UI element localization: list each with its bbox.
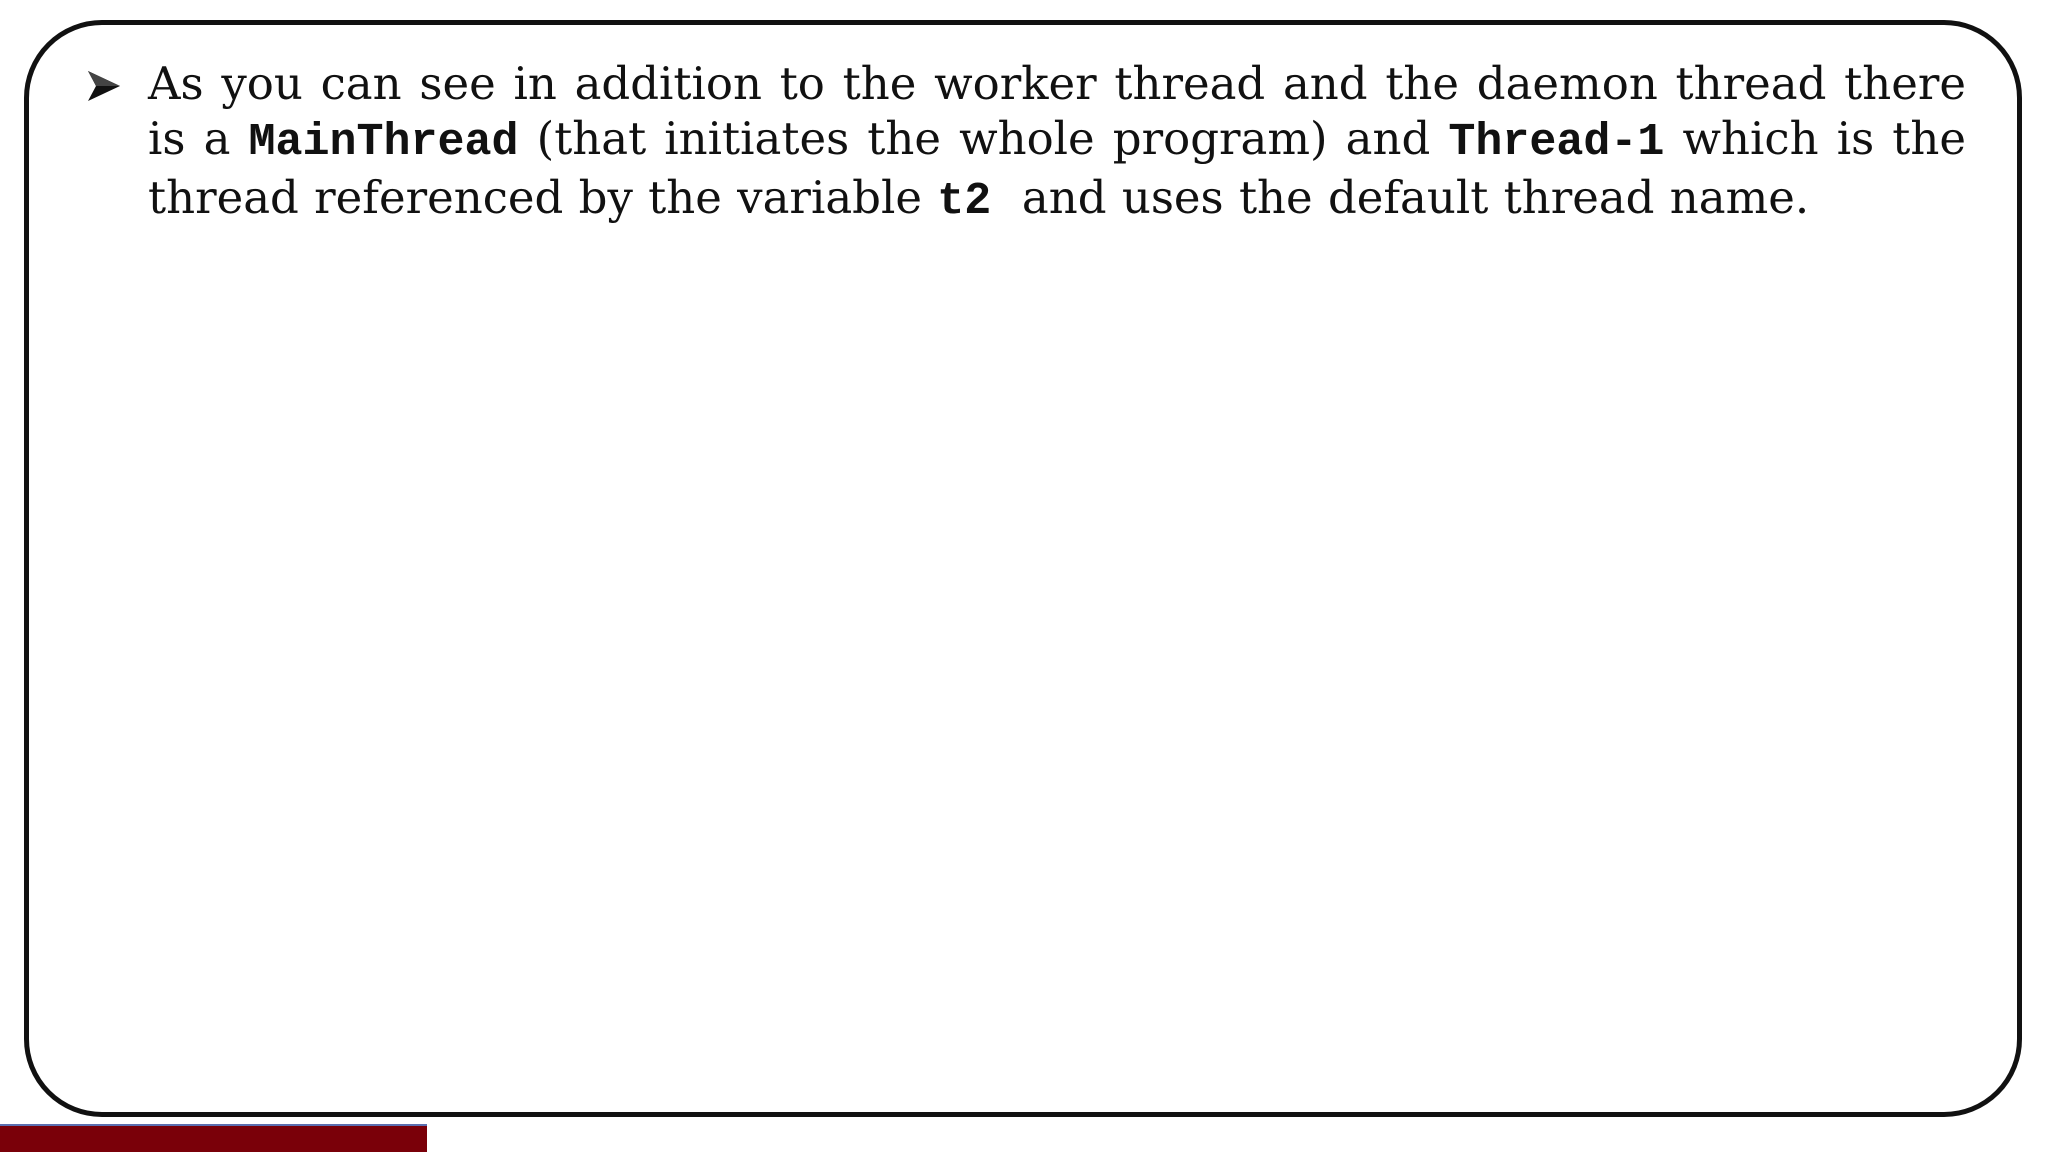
code-thread-1: Thread-1 [1448, 117, 1665, 168]
bullet-text-part-2: (that initiates the whole program) and [518, 112, 1449, 165]
bullet-text-part-4: and uses the default thread name. [991, 171, 1810, 224]
bullet-text-part-3: which is the thread referenced by the variable [148, 112, 1966, 224]
arrowhead-bullet-icon [86, 56, 148, 114]
code-t2: t2 [937, 176, 992, 227]
footer-accent-bar [0, 1124, 427, 1152]
code-mainthread: MainThread [248, 117, 519, 168]
bullet-item [86, 56, 1966, 229]
bullet-text-part-1: As you can see in addition to the worker thread and the daemon thread there is a [148, 57, 1966, 165]
bullet-text [148, 56, 1966, 229]
